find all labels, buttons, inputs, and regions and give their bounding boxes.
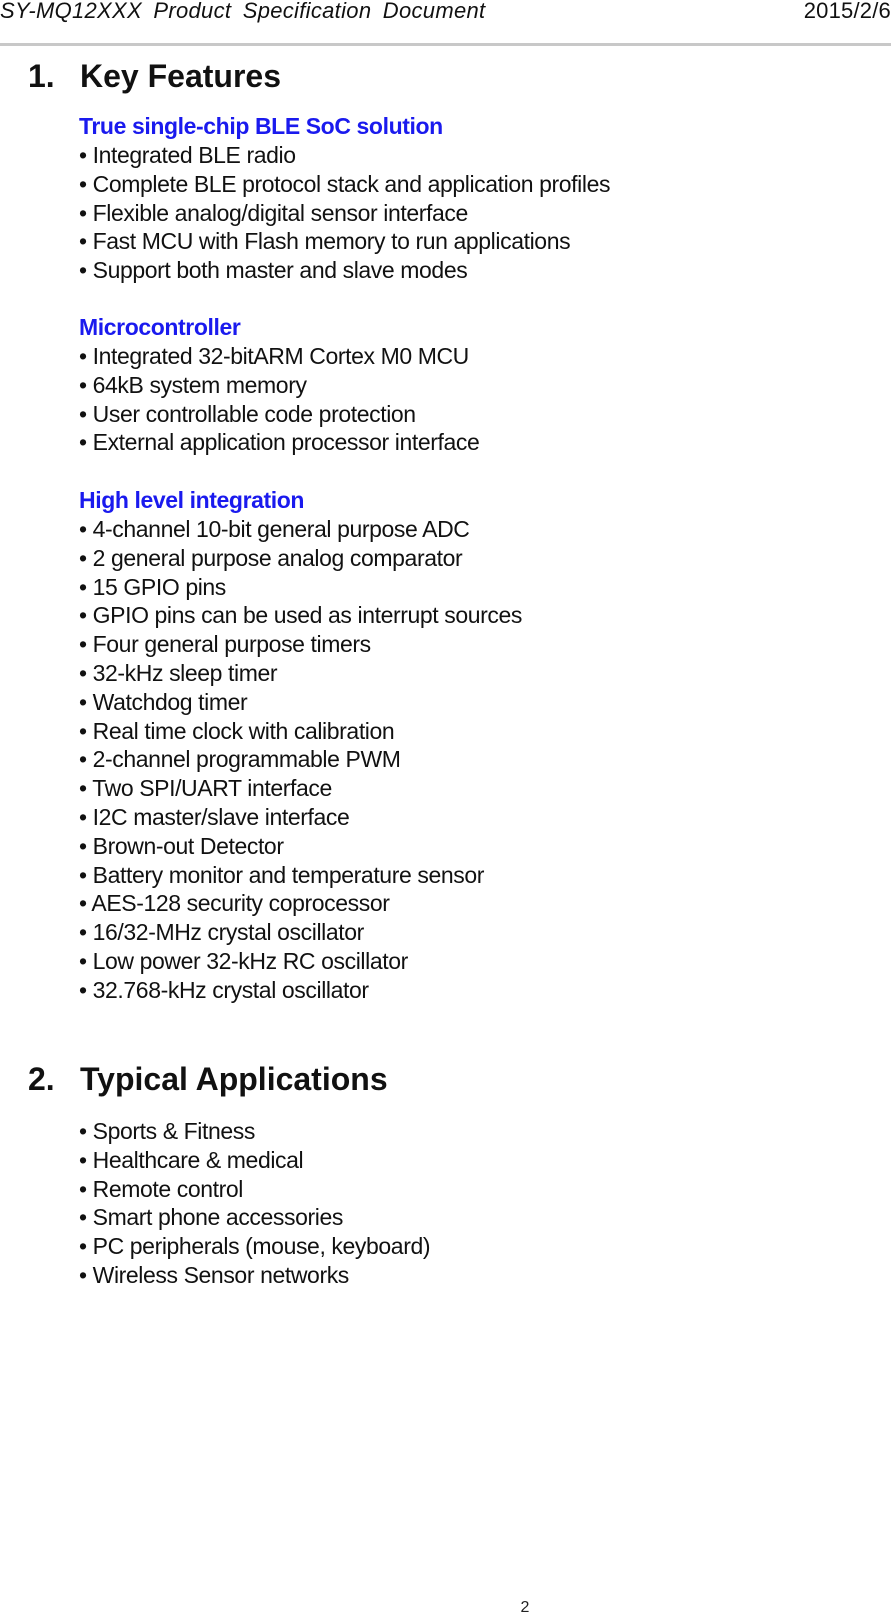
applications-list xyxy=(79,1117,430,1290)
list-item: • Wireless Sensor networks xyxy=(79,1261,349,1288)
group-subheading: Microcontroller xyxy=(79,314,241,340)
section-title: Typical Applications xyxy=(80,1061,388,1097)
group-subheading: High level integration xyxy=(79,487,305,513)
list-item: • 2-channel programmable PWM xyxy=(79,746,401,773)
section-title: Key Features xyxy=(80,58,281,94)
feature-group-ble-soc xyxy=(79,112,610,285)
list-item: • 64kB system memory xyxy=(79,371,307,398)
section-number: 1. xyxy=(28,58,55,94)
feature-group-microcontroller xyxy=(79,313,479,457)
section-number: 2. xyxy=(28,1061,55,1097)
list-item: • AES-128 security coprocessor xyxy=(79,890,390,917)
list-item: • 32-kHz sleep timer xyxy=(79,659,278,686)
list-item: • I2C master/slave interface xyxy=(79,803,350,830)
list-item: • Watchdog timer xyxy=(79,688,248,715)
section-heading-key-features xyxy=(28,58,281,95)
header-divider xyxy=(0,43,891,46)
list-item: • Remote control xyxy=(79,1175,243,1202)
list-item: • Complete BLE protocol stack and application profiles xyxy=(79,170,611,197)
list-item: • 32.768-kHz crystal oscillator xyxy=(79,976,369,1003)
document-date: 2015/2/6 xyxy=(803,0,891,23)
list-item: • Sports & Fitness xyxy=(79,1118,255,1144)
feature-group-high-level-integration xyxy=(79,486,522,1005)
list-item: • Fast MCU with Flash memory to run applications xyxy=(79,228,571,255)
list-item: • Brown-out Detector xyxy=(79,832,284,859)
list-item: • Flexible analog/digital sensor interface xyxy=(79,199,468,226)
list-item: • Smart phone accessories xyxy=(79,1204,343,1231)
list-item: • 2 general purpose analog comparator xyxy=(79,544,463,571)
list-item: • External application processor interface xyxy=(79,429,480,456)
list-item: • Healthcare & medical xyxy=(79,1146,304,1173)
section-heading-typical-applications xyxy=(28,1061,388,1098)
list-item: • Low power 32-kHz RC oscillator xyxy=(79,947,408,974)
list-item: • Battery monitor and temperature sensor xyxy=(79,861,484,888)
list-item: • User controllable code protection xyxy=(79,400,416,427)
list-item: • 16/32-MHz crystal oscillator xyxy=(79,919,364,946)
list-item: • Real time clock with calibration xyxy=(79,717,395,744)
list-item: • GPIO pins can be used as interrupt sources xyxy=(79,602,523,629)
list-item: • Integrated 32-bitARM Cortex M0 MCU xyxy=(79,343,469,369)
list-item: • 15 GPIO pins xyxy=(79,573,226,600)
page-header xyxy=(0,0,891,44)
list-item: • 4-channel 10-bit general purpose ADC xyxy=(79,516,470,542)
list-item: • Two SPI/UART interface xyxy=(79,775,332,802)
list-item: • PC peripherals (mouse, keyboard) xyxy=(79,1233,431,1260)
page-number: 2 xyxy=(520,1599,530,1616)
list-item: • Support both master and slave modes xyxy=(79,257,468,284)
list-item: • Integrated BLE radio xyxy=(79,142,296,168)
document-title: SY-MQ12XXX Product Specification Document xyxy=(0,0,486,23)
group-subheading: True single-chip BLE SoC solution xyxy=(79,113,443,139)
list-item: • Four general purpose timers xyxy=(79,631,371,658)
